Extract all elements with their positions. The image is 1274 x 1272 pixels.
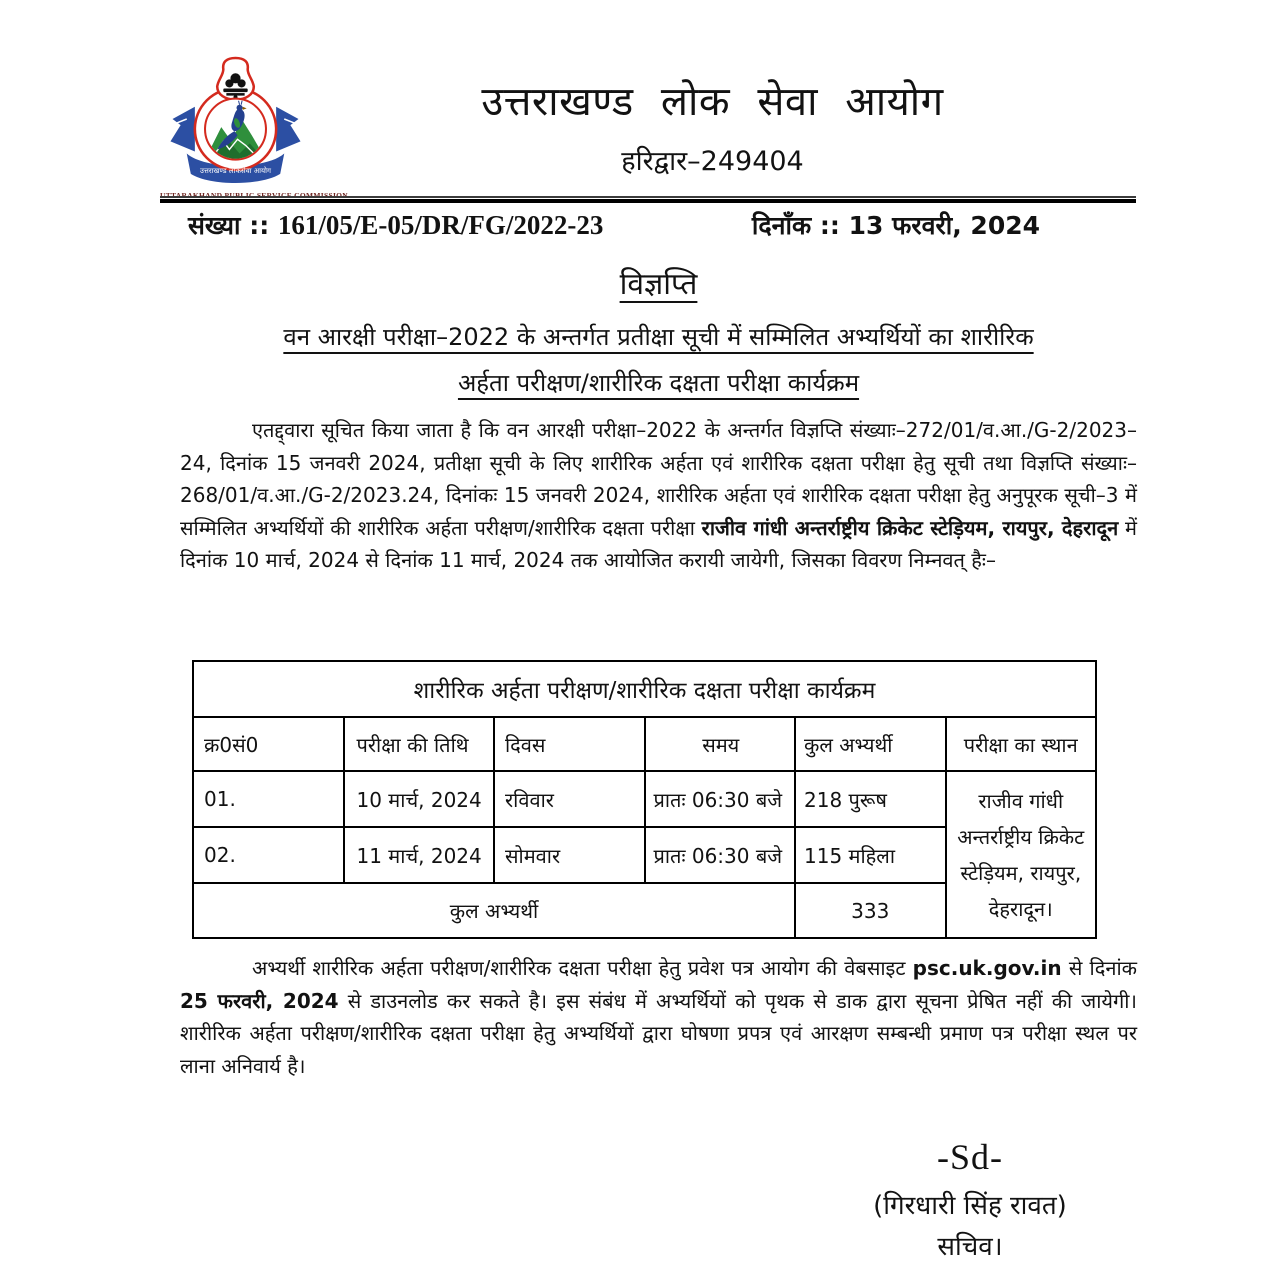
- cell-day: रविवार: [494, 771, 645, 827]
- upsc-emblem-icon: [163, 56, 308, 184]
- cell-sno: 02.: [193, 827, 344, 883]
- date-value: 13 फरवरी, 2024: [848, 211, 1040, 240]
- col-header-day: दिवस: [494, 717, 645, 771]
- reference-line: [188, 208, 1040, 242]
- ribbon-right: [276, 107, 300, 152]
- col-header-date: परीक्षा की तिथि: [344, 717, 495, 771]
- organisation-name: उत्तराखण्ड लोक सेवा आयोग: [481, 79, 944, 125]
- ribbon-left: [170, 107, 194, 152]
- schedule-table-wrap: [192, 660, 1097, 939]
- commission-logo: [160, 56, 310, 200]
- col-header-venue: परीक्षा का स्थान: [946, 717, 1097, 771]
- reference-value: 161/05/E-05/DR/FG/2022-23: [277, 210, 604, 240]
- table-header-row: [193, 717, 1096, 771]
- col-header-count: कुल अभ्यर्थी: [795, 717, 946, 771]
- letterhead: [305, 72, 1120, 178]
- date-label: दिनाँक ::: [751, 211, 840, 240]
- cell-date: 11 मार्च, 2024: [344, 827, 495, 883]
- reference-number: [188, 208, 603, 242]
- venue-name-bold: राजीव गांधी अन्तर्राष्ट्रीय क्रिकेट स्टेड़ियम, रायपुर, देहरादून: [701, 515, 1119, 540]
- notice-title: विज्ञप्ति: [619, 267, 698, 302]
- banner-text: उत्तराखण्ड लोकसेवा आयोग: [199, 165, 271, 175]
- subject-line-2: अर्हता परीक्षण/शारीरिक दक्षता परीक्षा कार्यक्रम: [457, 369, 860, 397]
- header-divider: [160, 196, 1136, 203]
- cell-count: 115 महिला: [795, 827, 946, 883]
- signatory-name: (गिरधारी सिंह रावत): [873, 1191, 1067, 1221]
- body-paragraph-1: [180, 414, 1137, 577]
- cell-date: 10 मार्च, 2024: [344, 771, 495, 827]
- para1-text: एतद्द्वारा सूचित किया जाता है कि वन आरक्षी परीक्षा–2022 के अन्तर्गत विज्ञप्ति संख्याः–272/01/व.आ./G-2/2023–24, दिनांक 15 जनवरी 2024, प्रतीक्षा सूची के लिए शारीरिक अर्हता एवं शारीरिक दक्षता परीक्षा हेतु सूची तथा विज्ञप्ति संख्याः–268/01/व.आ./G-2/2023.24, दिनांकः 15 जनवरी 2024, शारीरिक अर्हता एवं शारीरिक दक्षता परीक्षा हेतु अनुपूरक सूची–3 में सम्मिलित अभ्यर्थियों की शारीरिक अर्हता परीक्षण/शारीरिक दक्षता परीक्षा: [180, 418, 1137, 540]
- signed-mark: -Sd-: [937, 1137, 1003, 1177]
- subject-line-1: वन आरक्षी परीक्षा–2022 के अन्तर्गत प्रतीक्षा सूची में सम्मिलित अभ्यर्थियों का शारीरिक: [283, 323, 1034, 351]
- cell-time: प्रातः 06:30 बजे: [645, 827, 796, 883]
- col-header-time: समय: [645, 717, 796, 771]
- total-value: 333: [795, 883, 946, 938]
- website-url: psc.uk.gov.in: [912, 956, 1062, 980]
- organisation-address: हरिद्वार–249404: [621, 146, 804, 177]
- signatory-designation: सचिव।: [937, 1232, 1003, 1262]
- table-caption: शारीरिक अर्हता परीक्षण/शारीरिक दक्षता परीक्षा कार्यक्रम: [193, 661, 1096, 717]
- schedule-table: [192, 660, 1097, 939]
- cell-venue: राजीव गांधी अन्तर्राष्ट्रीय क्रिकेट स्टेड़ियम, रायपुर, देहरादून।: [946, 771, 1097, 938]
- para1-text-end: में दिनांक 10 मार्च, 2024 से दिनांक 11 मार्च, 2024 तक आयोजित करायी जायेगी, जिसका विवरण निम्नवत् हैः–: [180, 515, 1137, 572]
- cell-day: सोमवार: [494, 827, 645, 883]
- para2-text-mid: से दिनांक: [1061, 956, 1137, 980]
- cell-sno: 01.: [193, 771, 344, 827]
- table-row: [193, 771, 1096, 827]
- para2-text: अभ्यर्थी शारीरिक अर्हता परीक्षण/शारीरिक दक्षता परीक्षा हेतु प्रवेश पत्र आयोग की वेबसाइट: [252, 956, 913, 980]
- cell-count: 218 पुरूष: [795, 771, 946, 827]
- signature-block: [830, 1136, 1110, 1263]
- para2-text-end: से डाउनलोड कर सकते है। इस संबंध में अभ्यर्थियों को पृथक से डाक द्वारा सूचना प्रेषित नहीं की जायेगी। शारीरिक अर्हता परीक्षण/शारीरिक दक्षता परीक्षा हेतु अभ्यर्थियों द्वारा घोषणा प्रपत्र एवं आरक्षण सम्बन्धी प्रमाण पत्र परीक्षा स्थल पर लाना अनिवार्य है।: [180, 988, 1137, 1078]
- cell-time: प्रातः 06:30 बजे: [645, 771, 796, 827]
- issue-date: [752, 208, 1040, 242]
- col-header-sno: क्र0सं0: [193, 717, 344, 771]
- download-date: 25 फरवरी, 2024: [180, 988, 339, 1013]
- total-label: कुल अभ्यर्थी: [193, 883, 795, 938]
- reference-label: संख्या ::: [188, 211, 270, 240]
- body-paragraph-2: [180, 952, 1137, 1082]
